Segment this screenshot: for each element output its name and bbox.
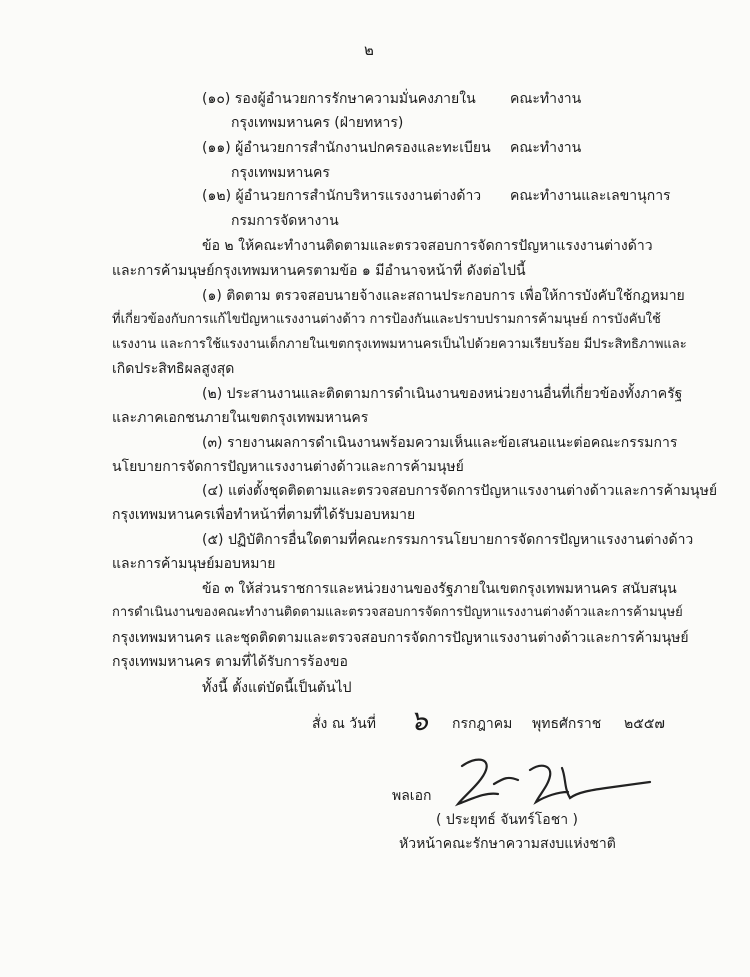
clause3-line2: การดำเนินงานของคณะทำงานติดตามและตรวจสอบการจัดการปัญหาแรงงานต่างด้าวและการค้ามนุษย์	[112, 605, 683, 620]
clause2-item5-line1: (๕) ปฏิบัติการอื่นใดตามที่คณะกรรมการนโยบายการจัดการปัญหาแรงงานต่างด้าว	[202, 532, 694, 548]
issued-prefix: สั่ง ณ วันที่	[312, 716, 376, 732]
member-11-line2: กรุงเทพมหานคร	[231, 165, 330, 181]
clause2-item2-line1: (๒) ประสานงานและติดตามการดำเนินงานของหน่วยงานอื่นที่เกี่ยวข้องทั้งภาครัฐ	[202, 386, 683, 402]
member-10-line2: กรุงเทพมหานคร (ฝ่ายทหาร)	[231, 115, 404, 131]
clause2-item1-line2: ที่เกี่ยวข้องกับการแก้ไขปัญหาแรงงานต่างด้าว การป้องกันและปราบปรามการค้ามนุษย์ การบังคับใช้	[112, 312, 661, 327]
clause2-item1-line3: แรงงาน และการใช้แรงงานเด็กภายในเขตกรุงเทพมหานครเป็นไปด้วยความเรียบร้อย มีประสิทธิภาพและ	[112, 337, 687, 352]
issued-year: ๒๕๕๗	[624, 716, 665, 732]
member-12-role: คณะทำงานและเลขานุการ	[510, 188, 671, 204]
member-11-role: คณะทำงาน	[510, 140, 582, 156]
clause3-line4: กรุงเทพมหานคร ตามที่ได้รับการร้องขอ	[112, 654, 348, 670]
issued-era: พุทธศักราช	[532, 716, 602, 732]
clause2-item2-line2: และภาคเอกชนภายในเขตกรุงเทพมหานคร	[112, 410, 369, 426]
issued-month: กรกฎาคม	[452, 716, 513, 732]
clause3-line3: กรุงเทพมหานคร และชุดติดตามและตรวจสอบการจัดการปัญหาแรงงานต่างด้าวและการค้ามนุษย์	[112, 630, 689, 646]
signatory-rank: พลเอก	[392, 788, 432, 804]
clause2-item1-line1: (๑) ติดตาม ตรวจสอบนายจ้างและสถานประกอบการ เพื่อให้การบังคับใช้กฎหมาย	[202, 288, 685, 304]
effective-text: ทั้งนี้ ตั้งแต่บัดนี้เป็นต้นไป	[202, 680, 352, 696]
handwritten-signature	[446, 752, 656, 814]
member-10-line1: (๑๐) รองผู้อำนวยการรักษาความมั่นคงภายใน	[202, 91, 476, 107]
clause2-item5-line2: และการค้ามนุษย์มอบหมาย	[112, 556, 276, 572]
clause2-item3-line1: (๓) รายงานผลการดำเนินงานพร้อมความเห็นและข้อเสนอแนะต่อคณะกรรมการ	[202, 435, 678, 451]
clause2-item4-line1: (๔) แต่งตั้งชุดติดตามและตรวจสอบการจัดการปัญหาแรงงานต่างด้าวและการค้ามนุษย์	[202, 483, 718, 499]
clause3-line1: ข้อ ๓ ให้ส่วนราชการและหน่วยงานของรัฐภายในเขตกรุงเทพมหานคร สนับสนุน	[202, 581, 677, 597]
clause2-line1: ข้อ ๒ ให้คณะทำงานติดตามและตรวจสอบการจัดการปัญหาแรงงานต่างด้าว	[202, 238, 653, 254]
clause2-item1-line4: เกิดประสิทธิผลสูงสุด	[112, 361, 235, 377]
clause2-item3-line2: นโยบายการจัดการปัญหาแรงงานต่างด้าวและการค้ามนุษย์	[112, 459, 464, 475]
member-11-line1: (๑๑) ผู้อำนวยการสำนักงานปกครองและทะเบียน	[202, 140, 491, 156]
signatory-title: หัวหน้าคณะรักษาความสงบแห่งชาติ	[399, 836, 616, 852]
member-12-line2: กรมการจัดหางาน	[231, 213, 339, 229]
issued-day-handwritten: ๖	[410, 704, 428, 737]
signatory-name: ( ประยุทธ์ จันทร์โอชา )	[436, 812, 578, 828]
member-12-line1: (๑๒) ผู้อำนวยการสำนักบริหารแรงงานต่างด้าว	[202, 188, 482, 204]
clause2-line2: และการค้ามนุษย์กรุงเทพมหานครตามข้อ ๑ มีอำนาจหน้าที่ ดังต่อไปนี้	[112, 263, 526, 279]
page-number: ๒	[364, 41, 374, 59]
clause2-item4-line2: กรุงเทพมหานครเพื่อทำหน้าที่ตามที่ได้รับมอบหมาย	[112, 507, 416, 523]
member-10-role: คณะทำงาน	[510, 91, 582, 107]
